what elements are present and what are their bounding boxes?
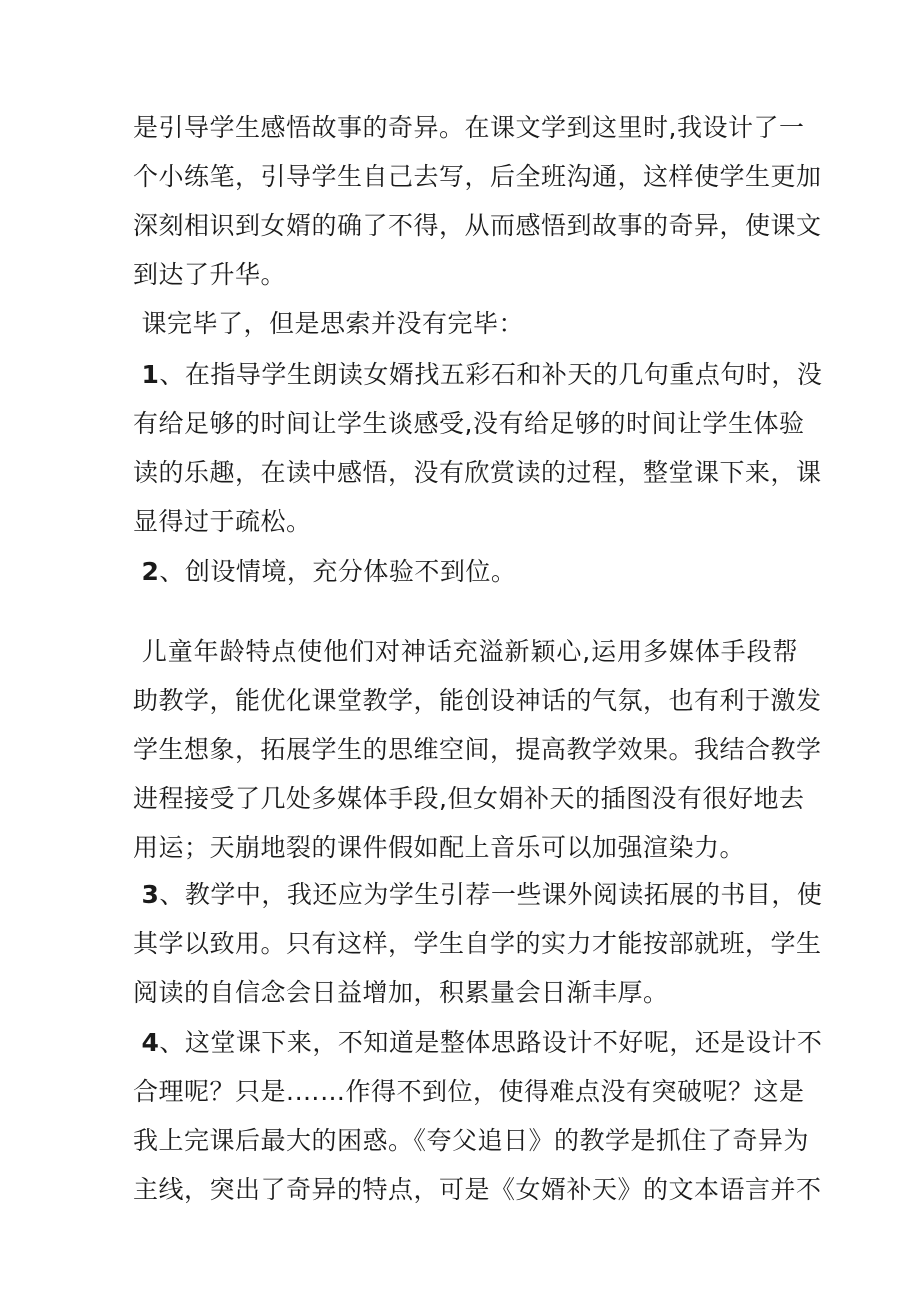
text-line — [133, 1018, 823, 1067]
paragraph-7 — [133, 1018, 823, 1214]
text-line — [133, 870, 823, 919]
paragraph-4 — [133, 547, 798, 596]
text-line: 个小练笔，引导学生自己去写，后全班沟通，这样使学生更加 — [133, 162, 822, 191]
text-line: 儿童年龄特点使他们对神话充溢新颖心,运用多媒体手段帮 — [133, 637, 798, 666]
line-text: 、创设情境，充分体验不到位。 — [159, 557, 517, 586]
text-line: 助教学，能优化课堂教学，能创设神话的气氛，也有利于激发 — [133, 686, 822, 715]
text-line: 到达了升华。 — [133, 260, 287, 289]
paragraph-2 — [133, 299, 798, 348]
text-line — [133, 547, 798, 596]
list-number: 4 — [141, 1028, 160, 1057]
paragraph-5 — [133, 627, 822, 872]
text-line: 读的乐趣，在读中感悟，没有欣赏读的过程，整堂课下来，课 — [133, 458, 822, 487]
line-text: 、教学中，我还应为学生引荐一些课外阅读拓展的书目，使 — [159, 880, 823, 909]
paragraph-3 — [133, 350, 823, 546]
text-line: 显得过于疏松。 — [133, 507, 312, 536]
text-line — [133, 350, 823, 399]
text-line: 有给足够的时间让学生谈感受,没有给足够的时间让学生体验 — [133, 409, 805, 438]
text-line: 课完毕了，但是思索并没有完毕： — [133, 309, 524, 338]
text-line: 进程接受了几处多媒体手段,但女娟补天的插图没有很好地去 — [133, 784, 805, 813]
text-line: 合理呢？只是.……作得不到位，使得难点没有突破呢？这是 — [133, 1077, 805, 1106]
list-number: 1 — [141, 360, 160, 389]
text-line: 主线，突出了奇异的特点，可是《女婿补天》的文本语言并不 — [133, 1175, 822, 1204]
text-line: 学生想象，拓展学生的思维空间，提高教学效果。我结合教学 — [133, 735, 822, 764]
line-text: 、这堂课下来，不知道是整体思路设计不好呢，还是设计不 — [159, 1028, 823, 1057]
list-number: 3 — [141, 880, 160, 909]
paragraph-6 — [133, 870, 823, 1017]
text-line: 我上完课后最大的困惑。《夸父追日》的教学是抓住了奇异为 — [133, 1126, 810, 1155]
text-line: 用运；天崩地裂的课件假如配上音乐可以加强渲染力。 — [133, 833, 746, 862]
paragraph-1 — [133, 103, 822, 299]
text-line: 是引导学生感悟故事的奇异。在课文学到这里时,我设计了一 — [133, 113, 805, 142]
text-line: 其学以致用。只有这样，学生自学的实力才能按部就班，学生 — [133, 929, 822, 958]
text-line: 阅读的自信念会日益增加，积累量会日渐丰厚。 — [133, 978, 669, 1007]
line-text: 、在指导学生朗读女婿找五彩石和补天的几句重点句时，没 — [159, 360, 823, 389]
text-line: 深刻相识到女婿的确了不得，从而感悟到故事的奇异，使课文 — [133, 211, 822, 240]
list-number: 2 — [141, 557, 160, 586]
